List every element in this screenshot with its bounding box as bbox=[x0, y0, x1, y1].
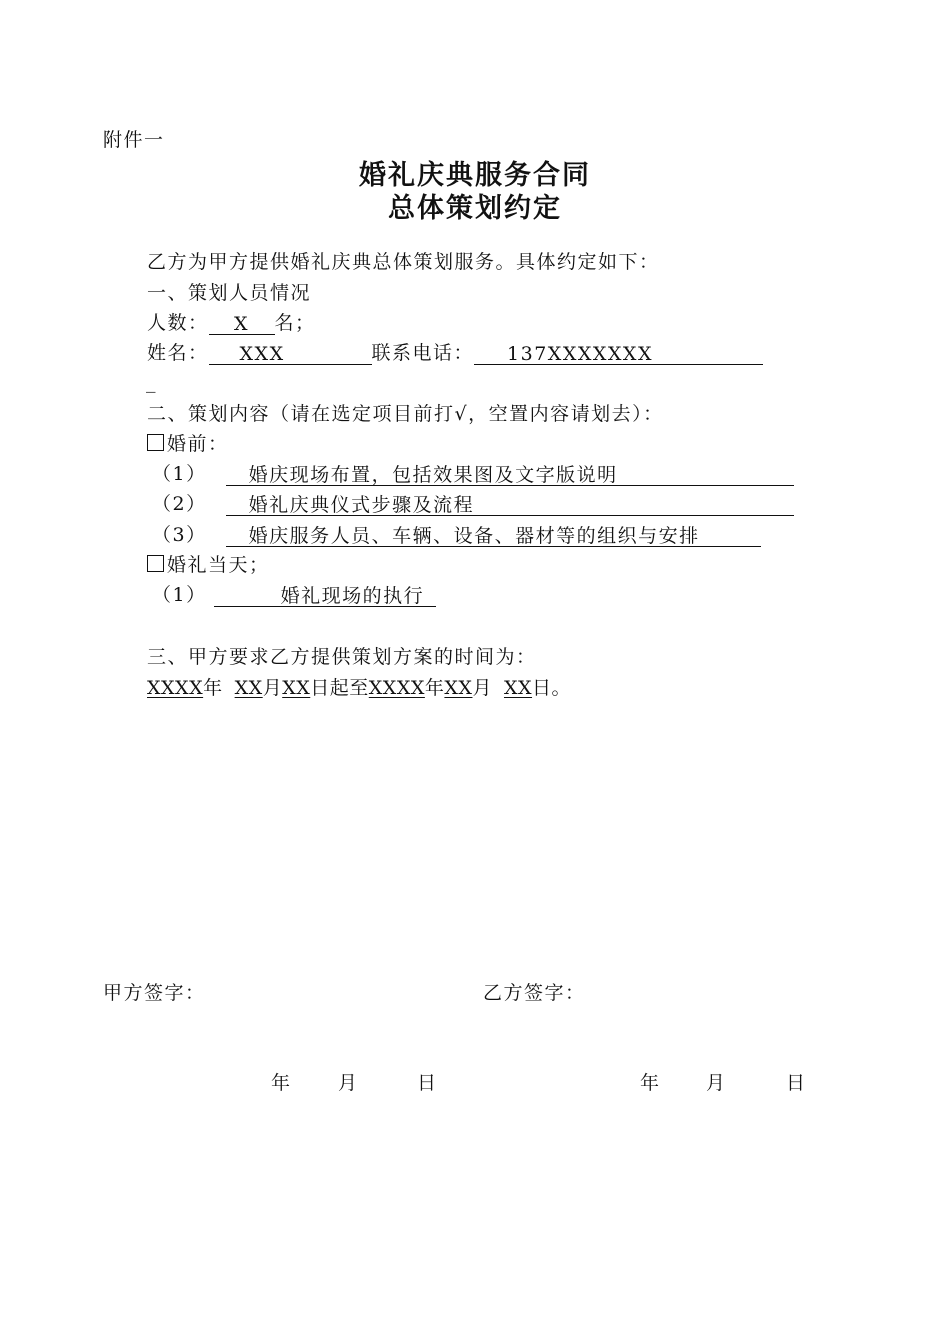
before-item-1 bbox=[152, 462, 794, 486]
item-text: 婚庆服务人员、车辆、设备、器材等的组织与安排 bbox=[248, 525, 700, 547]
day-item-1 bbox=[152, 583, 436, 607]
wedding-day-label: 婚礼当天； bbox=[167, 554, 270, 576]
item-field[interactable] bbox=[226, 463, 794, 486]
item-number: （3） bbox=[152, 524, 207, 546]
item-number: （1） bbox=[152, 584, 207, 606]
start-day[interactable]: XX bbox=[282, 677, 311, 699]
name-field[interactable] bbox=[209, 342, 372, 365]
year-unit: 年 bbox=[424, 677, 445, 699]
headcount-row bbox=[147, 311, 316, 335]
name-label: 姓名： bbox=[147, 342, 209, 364]
phone-field[interactable] bbox=[474, 342, 763, 365]
item-text: 婚庆现场布置，包括效果图及文字版说明 bbox=[248, 464, 618, 486]
item-text: 婚礼庆典仪式步骤及流程 bbox=[248, 494, 475, 516]
item-number: （1） bbox=[152, 463, 207, 485]
section3-heading: 三、甲方要求乙方提供策划方案的时间为： bbox=[147, 646, 537, 668]
party-a-date-month: 月 bbox=[338, 1072, 359, 1094]
overflow-underscore: _ bbox=[146, 371, 157, 393]
start-day-unit: 日起至 bbox=[310, 677, 369, 699]
party-b-date-day: 日 bbox=[786, 1072, 807, 1094]
month-unit: 月 bbox=[262, 677, 283, 699]
checkbox-before-wedding[interactable] bbox=[147, 434, 164, 451]
name-value: XXX bbox=[239, 343, 285, 365]
end-day-unit: 日。 bbox=[532, 677, 572, 699]
checkbox-wedding-day[interactable] bbox=[147, 555, 164, 572]
date-range-row bbox=[147, 676, 571, 700]
end-day[interactable]: XX bbox=[503, 677, 533, 699]
before-item-2 bbox=[152, 492, 794, 516]
item-number: （2） bbox=[152, 493, 207, 515]
end-month[interactable]: XX bbox=[444, 677, 473, 699]
party-b-signature-label: 乙方签字： bbox=[483, 982, 586, 1004]
phone-value: 137XXXXXXX bbox=[507, 343, 653, 365]
document-subtitle: 总体策划约定 bbox=[388, 193, 562, 224]
before-wedding-label: 婚前： bbox=[167, 433, 229, 455]
checkbox-before-wedding-row bbox=[147, 432, 229, 456]
phone-label: 联系电话： bbox=[371, 342, 475, 364]
headcount-value: X bbox=[234, 313, 250, 335]
party-b-date-month: 月 bbox=[706, 1072, 727, 1094]
intro-text: 乙方为甲方提供婚礼庆典总体策划服务。具体约定如下： bbox=[147, 251, 660, 273]
party-b-date-year: 年 bbox=[640, 1072, 661, 1094]
document-title: 婚礼庆典服务合同 bbox=[359, 160, 591, 191]
name-phone-row bbox=[147, 341, 763, 365]
headcount-label: 人数： bbox=[147, 312, 209, 334]
headcount-unit: 名； bbox=[274, 312, 316, 334]
checkbox-wedding-day-row bbox=[147, 553, 270, 577]
item-field[interactable] bbox=[226, 524, 761, 547]
headcount-field[interactable] bbox=[209, 312, 275, 335]
item-text: 婚礼现场的执行 bbox=[280, 585, 425, 607]
year-unit: 年 bbox=[203, 677, 223, 699]
before-item-3 bbox=[152, 523, 761, 547]
item-field[interactable] bbox=[226, 493, 794, 516]
party-a-date-day: 日 bbox=[417, 1072, 438, 1094]
start-month[interactable]: XX bbox=[234, 677, 263, 699]
start-year[interactable]: XXXX bbox=[147, 677, 204, 699]
section2-heading: 二、策划内容（请在选定项目前打√，空置内容请划去）： bbox=[147, 403, 664, 425]
month-unit: 月 bbox=[472, 677, 492, 699]
item-field[interactable] bbox=[214, 584, 436, 607]
section1-heading: 一、策划人员情况 bbox=[147, 282, 312, 304]
party-a-date-year: 年 bbox=[271, 1072, 292, 1094]
end-year[interactable]: XXXX bbox=[368, 677, 425, 699]
attachment-label: 附件一 bbox=[103, 129, 165, 151]
party-a-signature-label: 甲方签字： bbox=[103, 982, 206, 1004]
